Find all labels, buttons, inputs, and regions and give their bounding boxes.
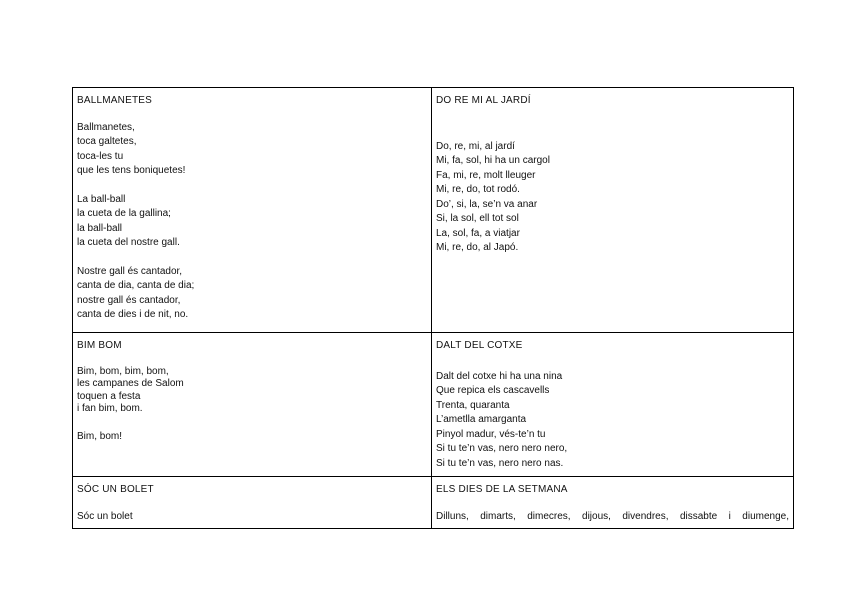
lyric-line: Dalt del cotxe hi ha una nina — [436, 370, 563, 382]
lyric-line: La ball-ball — [77, 193, 126, 205]
song-cell-daltcotxe — [432, 333, 794, 477]
lyric-line: La, sol, fa, a viatjar — [436, 227, 520, 239]
lyric-line: Mi, re, do, tot rodó. — [436, 184, 520, 195]
song-stanza — [77, 265, 427, 323]
lyric-line: canta de dies i de nit, no. — [77, 309, 189, 320]
lyric-line: i fan bim, bom. — [77, 403, 143, 414]
song-stanza — [77, 121, 427, 179]
lyric-line: la ball-ball — [77, 222, 123, 234]
song-stanza — [77, 193, 427, 251]
lyric-line: Bim, bom, bim, bom, — [77, 365, 169, 377]
song-cell-socbolet — [73, 477, 432, 529]
lyric-line: la cueta del nostre gall. — [77, 237, 180, 248]
lyric-line: toca galtetes, — [77, 136, 137, 147]
table-row — [73, 333, 794, 477]
lyric-line: Fa, mi, re, molt lleuger — [436, 169, 536, 181]
song-stanza — [77, 366, 427, 416]
table-row — [73, 477, 794, 529]
song-title: BALLMANETES — [77, 95, 153, 106]
song-stanza — [436, 510, 789, 525]
lyric-line: Trenta, quaranta — [436, 399, 510, 411]
song-stanza — [436, 370, 789, 472]
songs-table — [72, 87, 794, 529]
lyric-line: Mi, fa, sol, hi ha un cargol — [436, 155, 550, 166]
song-stanza — [77, 510, 427, 525]
lyric-line: canta de dia, canta de dia; — [77, 280, 195, 291]
song-stanza — [77, 430, 427, 445]
lyric-line: Mi, re, do, al Japó. — [436, 242, 519, 253]
song-stanza — [436, 140, 789, 256]
lyric-line: toca-les tu — [77, 150, 124, 162]
lyric-line: Nostre gall és cantador, — [77, 265, 183, 277]
lyric-line: Pinyol madur, vés-te’n tu — [436, 428, 546, 440]
song-cell-ballmanetes — [73, 88, 432, 333]
lyric-line: Do’, si, la, se’n va anar — [436, 198, 538, 210]
lyric-line: nostre gall és cantador, — [77, 294, 181, 306]
song-title: BIM BOM — [77, 340, 122, 351]
lyric-line: les campanes de Salom — [77, 378, 184, 389]
lyric-line: Ballmanetes, — [77, 121, 135, 133]
song-cell-diessetmana — [432, 477, 794, 529]
lyric-line: la cueta de la gallina; — [77, 208, 171, 219]
song-cell-doremi — [432, 88, 794, 333]
song-title: DALT DEL COTXE — [436, 340, 523, 351]
lyric-line: Do, re, mi, al jardí — [436, 140, 515, 152]
table-row — [73, 88, 794, 333]
lyric-line: Que repica els cascavells — [436, 385, 550, 396]
lyric-line: Si, la sol, ell tot sol — [436, 213, 519, 224]
lyric-line: Dilluns, dimarts, dimecres, dijous, divendres, dissabte i diumenge, — [436, 510, 789, 522]
song-cell-bimbom — [73, 333, 432, 477]
lyric-line: Si tu te’n vas, nero nero nero, — [436, 443, 568, 454]
song-title: SÓC UN BOLET — [77, 484, 154, 495]
lyric-line: toquen a festa — [77, 390, 141, 402]
lyric-line: que les tens boniquetes! — [77, 165, 186, 176]
lyric-line: L’ametlla amarganta — [436, 414, 527, 425]
song-title: ELS DIES DE LA SETMANA — [436, 484, 568, 495]
lyric-line: Bim, bom! — [77, 430, 123, 442]
song-title: DO RE MI AL JARDÍ — [436, 95, 531, 106]
lyric-line: Si tu te’n vas, nero nero nas. — [436, 457, 564, 469]
lyric-line: Sóc un bolet — [77, 510, 133, 522]
